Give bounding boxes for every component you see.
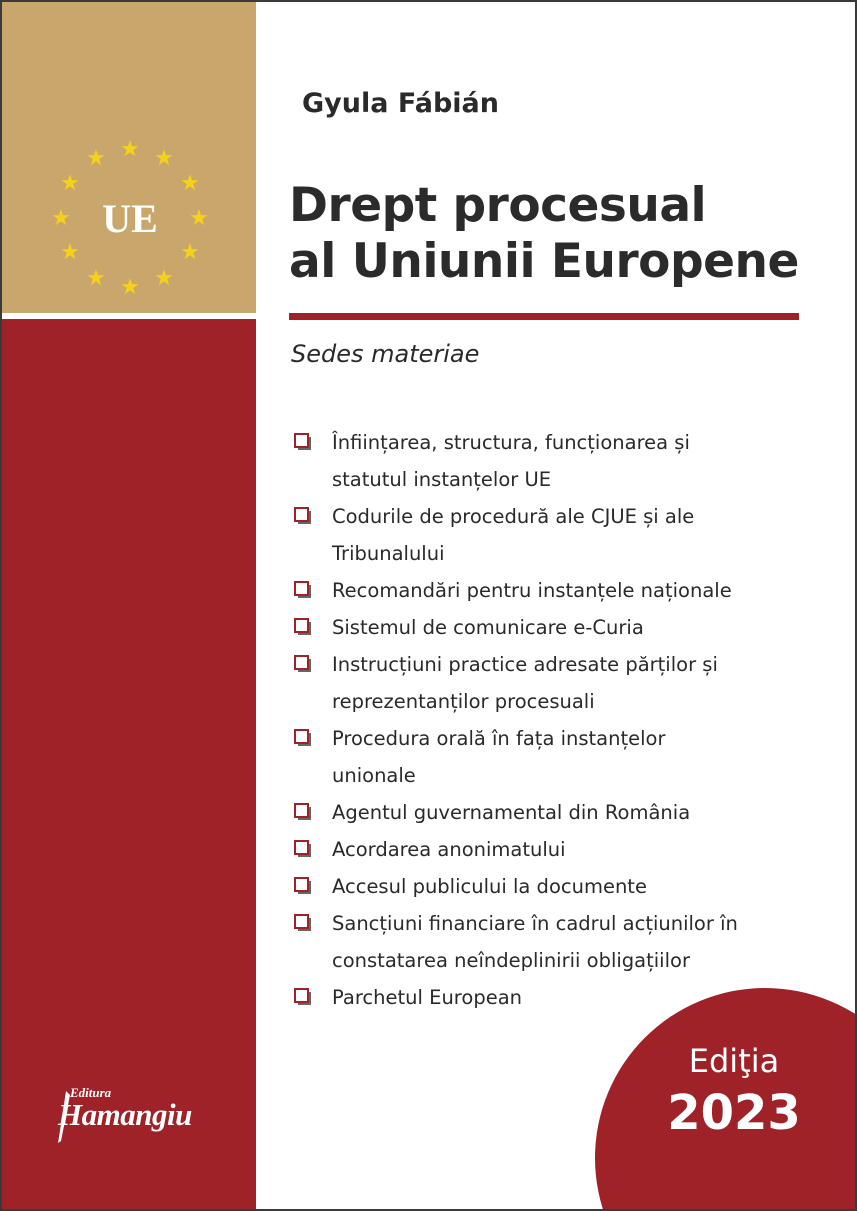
- item-text: Recomandări pentru instanțele naționale: [332, 579, 732, 602]
- emblem-label: UE: [102, 196, 158, 241]
- item-text: Sancțiuni financiare în cadrul acțiunilor în: [332, 912, 738, 935]
- star-icon: ★: [60, 171, 80, 196]
- checkbox-icon: [294, 618, 312, 636]
- title-line-2: al Uniunii Europene: [289, 234, 799, 289]
- checkbox-icon: [294, 803, 312, 821]
- star-icon: ★: [180, 240, 200, 265]
- item-text: constatarea neîndeplinirii obligațiilor: [332, 949, 690, 972]
- list-item: [294, 868, 814, 905]
- item-text: Acordarea anonimatului: [332, 838, 566, 861]
- checkbox-icon: [294, 655, 312, 673]
- checkbox-icon: [294, 729, 312, 747]
- item-text: reprezentanților procesuali: [332, 690, 595, 713]
- eu-emblem: [40, 130, 220, 310]
- list-item: [294, 572, 814, 609]
- item-text: Înființarea, structura, funcționarea și: [332, 431, 690, 454]
- list-item: [294, 646, 814, 720]
- list-item: [294, 498, 814, 572]
- book-title: [289, 178, 829, 290]
- star-icon: ★: [189, 206, 209, 231]
- star-icon: ★: [60, 240, 80, 265]
- title-line-1: Drept procesual: [289, 178, 707, 233]
- item-text: Agentul guvernamental din România: [332, 801, 691, 824]
- item-text: Codurile de procedură ale CJUE și ale: [332, 505, 695, 528]
- checkbox-icon: [294, 877, 312, 895]
- star-icon: ★: [154, 146, 174, 171]
- topic-list: [294, 424, 814, 1016]
- list-item: [294, 905, 814, 979]
- item-text: statutul instanțelor UE: [332, 468, 552, 491]
- star-icon: ★: [51, 206, 71, 231]
- publisher-name: Hamangiu: [58, 1097, 192, 1132]
- star-icon: ★: [86, 146, 106, 171]
- subtitle: Sedes materiae: [291, 340, 480, 368]
- star-icon: ★: [120, 137, 140, 162]
- edition-year: 2023: [667, 1085, 801, 1141]
- star-icon: ★: [154, 266, 174, 291]
- star-icon: ★: [180, 171, 200, 196]
- list-item: [294, 609, 814, 646]
- checkbox-icon: [294, 433, 312, 451]
- publisher-prefix: Editura: [70, 1085, 112, 1100]
- red-panel: [2, 319, 256, 1211]
- title-underline: [289, 313, 799, 320]
- list-item: [294, 424, 814, 498]
- checkbox-icon: [294, 988, 312, 1006]
- star-icon: ★: [86, 266, 106, 291]
- edition-label: Ediţia: [688, 1042, 780, 1080]
- item-text: Parchetul European: [332, 986, 523, 1009]
- checkbox-icon: [294, 914, 312, 932]
- item-text: Tribunalului: [332, 542, 445, 565]
- item-text: Instrucțiuni practice adresate părților și: [332, 653, 718, 676]
- list-item: [294, 720, 814, 794]
- checkbox-icon: [294, 507, 312, 525]
- checkbox-icon: [294, 581, 312, 599]
- item-text: Accesul publicului la documente: [332, 875, 647, 898]
- item-text: Sistemul de comunicare e-Curia: [332, 616, 644, 639]
- star-icon: ★: [120, 275, 140, 300]
- publisher-logo: [52, 1085, 232, 1145]
- checkbox-icon: [294, 840, 312, 858]
- list-item: [294, 794, 814, 831]
- item-text: unionale: [332, 764, 416, 787]
- author-name: Gyula Fábián: [302, 88, 499, 119]
- list-item: [294, 831, 814, 868]
- item-text: Procedura orală în fața instanțelor: [332, 727, 666, 750]
